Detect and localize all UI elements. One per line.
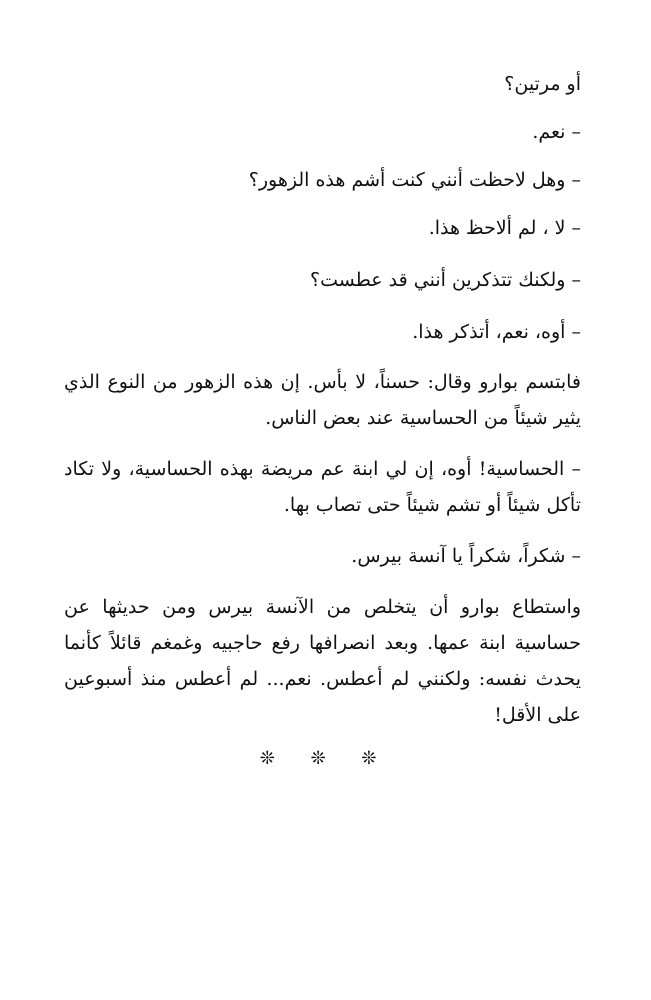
- dialogue-line-6: – أوه، نعم، أتذكر هذا.: [412, 321, 581, 343]
- dialogue-line-1: أو مرتين؟: [504, 73, 581, 95]
- paragraph-poirot-sneeze: واستطاع بوارو أن يتخلص من الآنسة بيرس ومن حديثها عن حساسية ابنة عمها. وبعد انصرافها رفع حاجبيه وغمغم قائلاً كأنما يحدث نفسه: ولكنني لم أعطس. نعم... لم أعطس منذ أسبوعين على الأقل!: [64, 596, 581, 726]
- dialogue-line-3: – وهل لاحظت أنني كنت أشم هذه الزهور؟: [248, 169, 581, 191]
- paragraph-thanks: – شكراً، شكراً يا آنسة بيرس.: [351, 545, 581, 567]
- section-separator: ❊ ❊ ❊: [259, 748, 392, 769]
- paragraph-poirot-smile: فابتسم بوارو وقال: حسناً، لا بأس. إن هذه الزهور من النوع الذي يثير شيئاً من الحساسية عند بعض الناس.: [64, 371, 581, 429]
- dialogue-line-5: – ولكنك تتذكرين أنني قد عطست؟: [310, 269, 581, 291]
- dialogue-line-2: – نعم.: [532, 121, 581, 143]
- paragraph-allergy-reply: – الحساسية! أوه، إن لي ابنة عم مريضة بهذه الحساسية، ولا تكاد تأكل شيئاً أو تشم شيئاً حتى تصاب بها.: [64, 458, 581, 516]
- dialogue-line-4: – لا ، لم ألاحظ هذا.: [428, 217, 581, 239]
